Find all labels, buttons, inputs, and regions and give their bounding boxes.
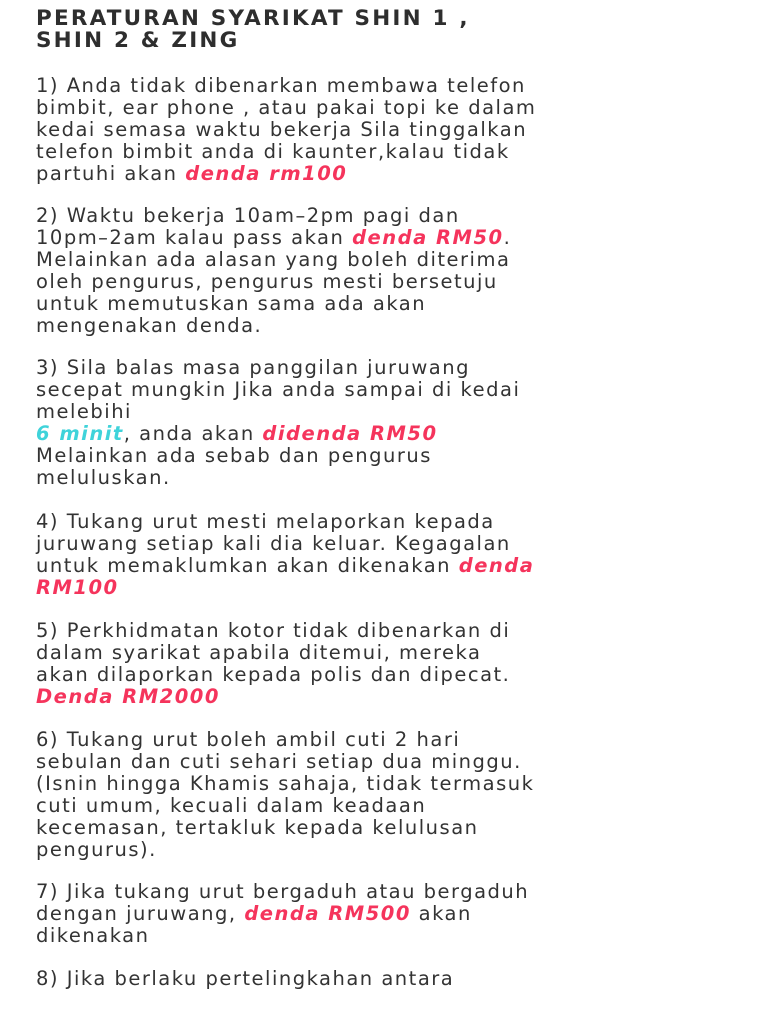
penalty-highlight: RM100 bbox=[36, 576, 119, 599]
penalty-highlight: denda RM50 bbox=[352, 226, 504, 249]
rule-text-line: oleh pengurus, pengurus mesti bersetuju bbox=[36, 270, 498, 293]
rule-2 bbox=[36, 205, 766, 337]
rule-text-line: 2) Waktu bekerja 10am–2pm pagi dan bbox=[36, 204, 460, 227]
rule-text: akan bbox=[410, 902, 472, 925]
rule-text-line bbox=[36, 163, 766, 185]
penalty-highlight: denda bbox=[458, 554, 535, 577]
rule-text-line: 8) Jika berlaku pertelingkahan antara bbox=[36, 967, 455, 990]
rule-text-line: dikenakan bbox=[36, 924, 150, 947]
rule-4 bbox=[36, 511, 766, 599]
rule-7 bbox=[36, 881, 766, 947]
rule-text-line bbox=[36, 227, 766, 249]
rule-text-line: kecemasan, tertakluk kepada kelulusan bbox=[36, 816, 479, 839]
rule-text: partuhi akan bbox=[36, 162, 186, 185]
rule-6 bbox=[36, 729, 766, 861]
rule-text: . bbox=[503, 226, 512, 249]
rule-text-line bbox=[36, 555, 766, 577]
rule-text-line: 5) Perkhidmatan kotor tidak dibenarkan di bbox=[36, 619, 511, 642]
rule-text-line: sebulan dan cuti sehari setiap dua minggu. bbox=[36, 750, 522, 773]
rule-text-line: dalam syarikat apabila ditemui, mereka bbox=[36, 641, 482, 664]
rule-text: untuk memaklumkan akan dikenakan bbox=[36, 554, 459, 577]
rule-text-line bbox=[36, 903, 766, 925]
rule-text: 10pm–2am kalau pass akan bbox=[36, 226, 353, 249]
rule-text: , anda akan bbox=[123, 422, 263, 445]
title-line: SHIN 2 & ZING bbox=[36, 28, 240, 53]
time-highlight: 6 minit bbox=[36, 422, 124, 445]
rule-text-line: 6) Tukang urut boleh ambil cuti 2 hari bbox=[36, 728, 461, 751]
rule-text-line: telefon bimbit anda di kaunter,kalau tidak bbox=[36, 140, 510, 163]
rule-text-line: secepat mungkin Jika anda sampai di kedai bbox=[36, 378, 521, 401]
penalty-highlight: Denda RM2000 bbox=[36, 685, 220, 708]
penalty-highlight: denda rm100 bbox=[185, 162, 348, 185]
rule-text-line: juruwang setiap kali dia keluar. Kegagalan bbox=[36, 532, 511, 555]
rule-text-line: Melainkan ada alasan yang boleh diterima bbox=[36, 248, 511, 271]
rule-3 bbox=[36, 357, 766, 489]
rule-text-line: Melainkan ada sebab dan pengurus bbox=[36, 444, 432, 467]
rule-text-line: meluluskan. bbox=[36, 466, 171, 489]
rule-text-line: pengurus). bbox=[36, 838, 157, 861]
rule-8 bbox=[36, 968, 766, 990]
rule-text-line bbox=[36, 423, 766, 445]
title-line: PERATURAN SYARIKAT SHIN 1 , bbox=[36, 6, 470, 31]
rule-1 bbox=[36, 75, 766, 185]
rule-text-line: cuti umum, kecuali dalam keadaan bbox=[36, 794, 427, 817]
page-title bbox=[36, 8, 756, 52]
rule-text-line: bimbit, ear phone , atau pakai topi ke dalam bbox=[36, 96, 537, 119]
rule-text-line: 4) Tukang urut mesti melaporkan kepada bbox=[36, 510, 495, 533]
rule-text-line: 1) Anda tidak dibenarkan membawa telefon bbox=[36, 74, 526, 97]
rule-text-line: mengenakan denda. bbox=[36, 314, 263, 337]
rule-text: dengan juruwang, bbox=[36, 902, 245, 925]
rule-5 bbox=[36, 620, 766, 708]
rule-text-line: akan dilaporkan kepada polis dan dipecat. bbox=[36, 663, 511, 686]
penalty-highlight: denda RM500 bbox=[244, 902, 411, 925]
rule-text-line: 3) Sila balas masa panggilan juruwang bbox=[36, 356, 470, 379]
penalty-highlight: didenda RM50 bbox=[262, 422, 438, 445]
rule-text-line: (Isnin hingga Khamis sahaja, tidak termasuk bbox=[36, 772, 535, 795]
rule-text-line: 7) Jika tukang urut bergaduh atau bergaduh bbox=[36, 880, 530, 903]
rule-text-line: untuk memutuskan sama ada akan bbox=[36, 292, 427, 315]
rule-text-line: kedai semasa waktu bekerja Sila tinggalkan bbox=[36, 118, 528, 141]
rule-text-line: melebihi bbox=[36, 400, 132, 423]
